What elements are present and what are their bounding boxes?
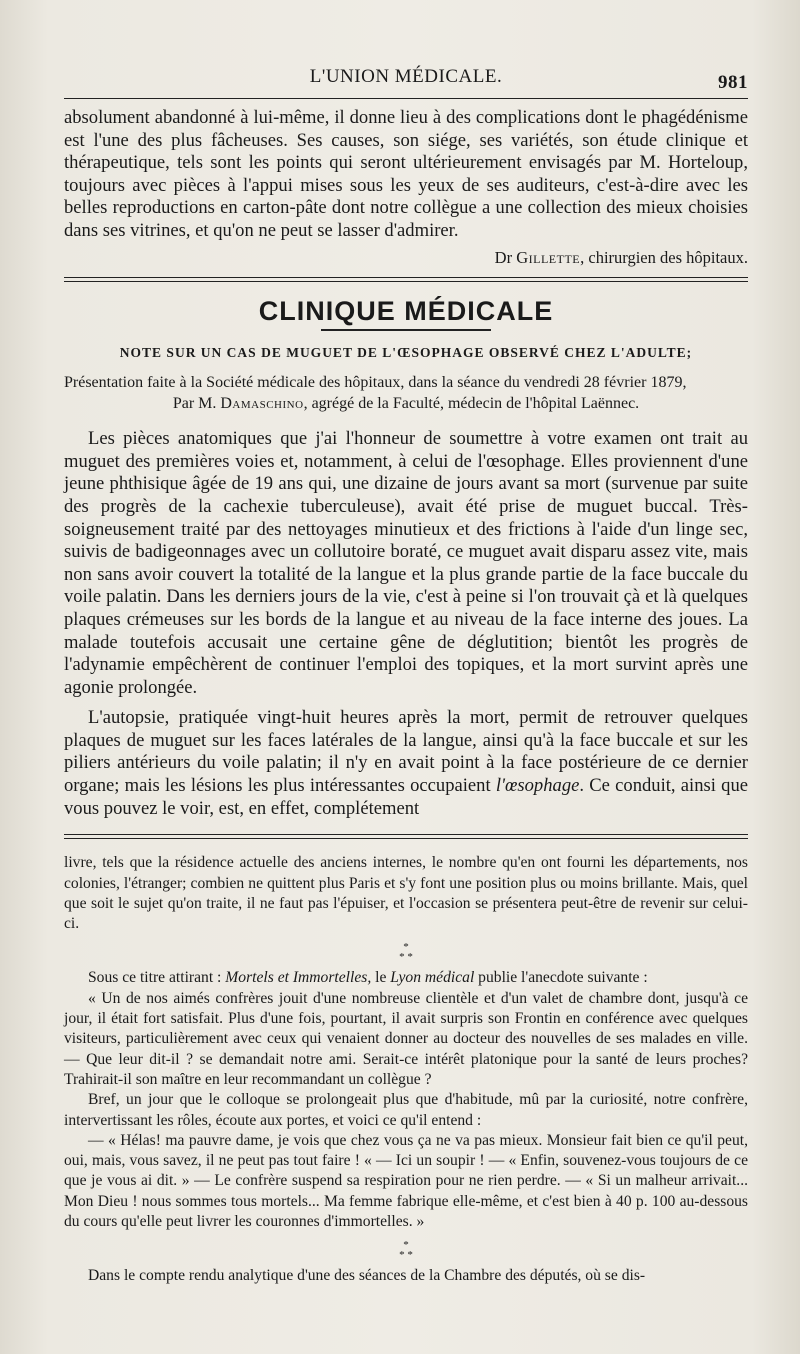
asterism-top: * <box>403 941 409 954</box>
oesophagus-emphasis: l'œsophage <box>495 775 580 797</box>
presentation-line: Présentation faite à la Société médicale des hôpitaux, dans la séance du vendredi 28 février 1879, <box>64 374 687 392</box>
asterism-2 <box>64 1240 748 1260</box>
feuilleton-paragraph: livre, tels que la résidence actuelle des anciens internes, le nombre qu'en ont fourni les départements, nos colonies, l'étranger; combien ne quittent plus Paris et s'y font une position plus ou moins brillante. Mais, quel que soit le sujet qu'on traite, il ne faut pas l'épuiser, et l'occasion se présentera peut-être de revenir sur celui-ci. <box>64 854 748 933</box>
intro-emphasis-title: Mortels et Immortelles, <box>225 969 372 987</box>
signature-title: , chirurgien des hôpitaux. <box>580 247 748 267</box>
running-head <box>64 58 748 98</box>
intro-mid: le <box>371 969 391 987</box>
feuilleton-paragraph-colloque: Bref, un jour que le colloque se prolongeait plus que d'habitude, mû par la curiosité, notre confrère, intervertissant les rôles, écoute aux portes, et voici ce qu'il entend : <box>64 1091 748 1129</box>
asterism-2-bottom: * * <box>399 1249 413 1262</box>
article-body <box>64 428 748 820</box>
feuilleton-intro <box>64 968 748 988</box>
note-title: NOTE SUR UN CAS DE MUGUET DE L'ŒSOPHAGE OBSERVÉ CHEZ L'ADULTE; <box>119 345 693 361</box>
signature <box>64 247 748 270</box>
feuilleton-paragraph-dialogue: — « Hélas! ma pauvre dame, je vois que chez vous ça ne va pas mieux. Monsieur fait bien ce qu'il peut, oui, mais, vous savez, il ne peut pas tout faire ! « — Ici un soupir ! — « Enfin, souvenez-vous toujours de ce que je vous ai dit. » — Le confrère suspend sa respiration pour ne rien perdre. — « Si un malheur arrivait... Mon Dieu ! nous sommes tous mortels... Ma femme fabrique elle-même, et c'est bien à 40 p. 100 au-dessous du cours qu'elle peut livrer les couronnes d'immortelles. » <box>64 1131 748 1230</box>
section-title: CLINIQUE MÉDICALE <box>258 296 554 327</box>
asterism-2-top: * <box>403 1239 409 1252</box>
asterism <box>64 942 748 962</box>
intro-emphasis-journal: Lyon médical <box>390 969 475 987</box>
feuilleton-gap <box>64 820 748 834</box>
signature-prefix: Dr <box>494 247 513 267</box>
feuilleton-anecdote: « Un de nos aimés confrères jouit d'une nombreuse clientèle et d'un valet de chambre dont, jusqu'à ce jour, il était fort satisfait. Plus d'une fois, pourtant, il avait surpris son Frontin en conférence avec quelques visiteurs, particulièrement avec ceux qui venaient donner au docteur des nouvelles de ses malades en ville. — Que leur dit-il ? se demandait notre ami. Serait-ce intérêt platonique pour la santé de leurs proches? Trahirait-il son maître en leur recommandant un collègue ? <box>64 989 748 1088</box>
feuilleton <box>64 853 748 1286</box>
section-separator <box>64 277 748 282</box>
intro-end: publie l'anecdote suivante : <box>474 969 648 987</box>
header-rule <box>64 98 748 99</box>
signature-name: Gillette <box>516 247 581 267</box>
author-line <box>64 394 748 415</box>
author-title: , agrégé de la Faculté, médecin de l'hôpital Laënnec. <box>303 394 640 412</box>
feuilleton-paragraph-chambre: Dans le compte rendu analytique d'une des séances de la Chambre des députés, où se dis- <box>88 1267 646 1285</box>
author-name: Damaschino <box>220 394 304 412</box>
intro-start: Sous ce titre attirant : <box>88 969 226 987</box>
paragraph-gap <box>64 699 748 707</box>
feuilleton-gap-2 <box>64 839 748 853</box>
article-paragraph: Les pièces anatomiques que j'ai l'honneur de soumettre à votre examen ont trait au muguet des premières voies et, notamment, à celui de l'œsophage. Elles proviennent d'une jeune phthisique âgée de 19 ans qui, une dizaine de jours avant sa mort (survenue par suite des progrès de la cachexie tuberculeuse), avait été prise de muguet buccal. Très-soigneusement traité par des nettoyages minutieux et des frictions à l'aide d'un linge sec, suivis de badigeonnages avec un collutoire boraté, ce muguet avait disparu assez vite, mais non sans avoir couvert la totalité de la langue et la plus grande partie de la face buccale du voile palatin. Dans les derniers jours de la vie, c'est à peine si l'on trouvait çà et là quelques plaques crémeuses sur les bords de la langue et au niveau de la face interne des joues. La malade toutefois accusait une certaine gêne de déglutition; bientôt les progrès de l'adynamie empêchèrent de continuer l'emploi des topiques, et la mort survint après une agonie prolongée. <box>64 428 748 698</box>
article-paragraph-autopsy <box>64 707 748 820</box>
autopsy-text-end: . Ce conduit, ainsi que vous pouvez le voir, est, en effet, complétement <box>64 775 748 819</box>
asterism-bottom: * * <box>399 951 413 964</box>
author-prefix: Par M. <box>172 394 217 412</box>
previous-article <box>64 107 748 269</box>
page-number: 981 <box>718 72 748 93</box>
previous-article-paragraph: absolument abandonné à lui-même, il donne lieu à des complications dont le phagédénisme est l'une des plus fâcheuses. Ses causes, son siége, ses variétés, son étude clinique et thérapeutique, tels sont les points qui seront ultérieurement envisagés par M. Horteloup, toujours avec pièces à l'appui mises sous les yeux de ses auditeurs, c'est-à-dire avec les belles reproductions en carton-pâte dont notre collègue a une collection des mieux choisies dans ses vitrines, et qu'on ne peut se lasser d'admirer. <box>64 107 748 241</box>
section-title-underline <box>321 329 491 331</box>
autopsy-text-start: L'autopsie, pratiquée vingt-huit heures après la mort, permit de retrouver quelques plaques de muguet sur les faces latérales de la langue, ainsi qu'à la face buccale et sur les piliers antérieurs du voile palatin; il n'y en avait point à la face postérieure de ce dernier organe; mais les lésions les plus intéressantes occupaient <box>64 707 748 797</box>
journal-title: L'UNION MÉDICALE. <box>309 66 503 87</box>
